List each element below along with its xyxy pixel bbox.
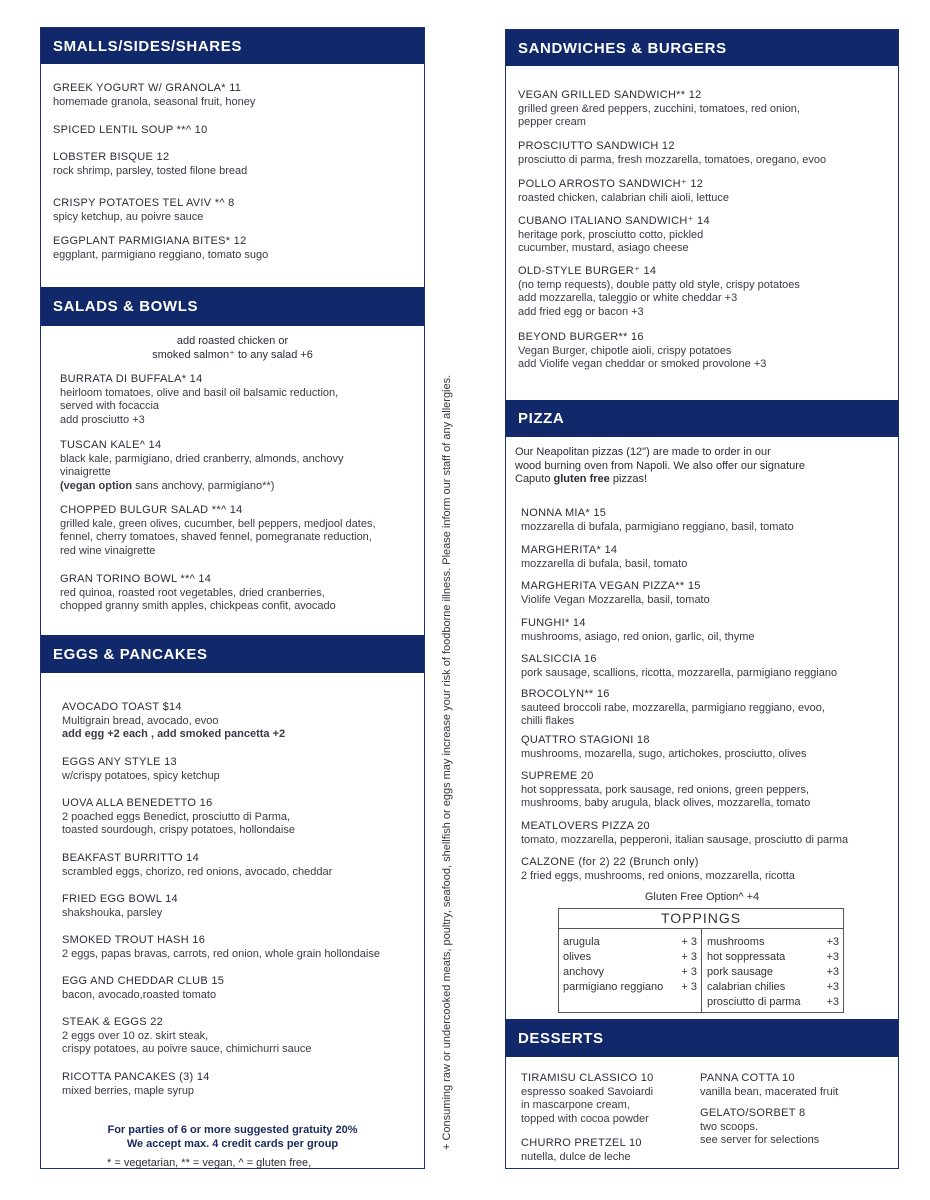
intro-line: wood burning oven from Napoli. We also offer our signature [515, 459, 806, 472]
item-name: GELATO/SORBET 8 [700, 1107, 806, 1119]
item-description: cucumber, mustard, asiago cheese [518, 242, 689, 254]
item-description: tomato, mozzarella, pepperoni, italian sausage, prosciutto di parma [521, 833, 849, 846]
menu-item [518, 265, 800, 319]
intro-text: Caputo [515, 473, 554, 485]
item-description: chopped granny smith apples, chickpeas confit, avocado [60, 600, 336, 612]
menu-item [53, 197, 235, 224]
topping-name: pork sausage [707, 966, 774, 978]
menu-item [62, 1016, 311, 1057]
menu-item [518, 178, 729, 205]
item-name: TIRAMISU CLASSICO 10 [521, 1072, 654, 1084]
item-name: QUATTRO STAGIONI 18 [521, 734, 650, 746]
item-name: PANNA COTTA 10 [700, 1072, 795, 1084]
item-description: espresso soaked Savoiardi [521, 1085, 654, 1098]
item-description: Multigrain bread, avocado, evoo [62, 714, 219, 727]
item-addon: add egg +2 each , add smoked pancetta +2 [62, 728, 286, 740]
note-line: add roasted chicken or [176, 335, 289, 347]
topping-price: + 3 [681, 936, 697, 948]
item-name: MARGHERITA VEGAN PIZZA** 15 [521, 580, 701, 592]
item-description: prosciutto di parma, fresh mozzarella, tomatoes, oregano, evoo [518, 153, 827, 166]
item-description: roasted chicken, calabrian chili aioli, lettuce [518, 191, 729, 204]
menu-item [518, 140, 826, 167]
item-description: (no temp requests), double patty old style, crispy potatoes [518, 278, 800, 291]
note-line: smoked salmon⁺ to any salad +6 [152, 348, 313, 361]
item-description: served with focaccia [60, 400, 160, 412]
item-description: black kale, parmigiano, dried cranberry, almonds, anchovy [60, 452, 344, 465]
item-name: GREEK YOGURT W/ GRANOLA* 11 [53, 82, 242, 94]
section-header-sandwiches: SANDWICHES & BURGERS [506, 30, 898, 66]
topping-row [707, 950, 839, 965]
item-name: SALSICCIA 16 [521, 653, 597, 665]
item-name: BURRATA DI BUFFALA* 14 [60, 373, 203, 385]
menu-item [518, 331, 766, 372]
menu-item [521, 653, 837, 680]
item-description: shakshouka, parsley [62, 906, 163, 919]
menu-item [53, 82, 255, 109]
menu-item [521, 617, 755, 644]
item-name: NONNA MIA* 15 [521, 507, 607, 519]
topping-name: mushrooms [707, 936, 765, 948]
menu-item [62, 893, 178, 920]
food-safety-disclaimer: + Consuming raw or undercooked meats, poultry, seafood, shellfish or eggs may increase your risk of foodborne illness. Please inform our staff of any allergies. [441, 374, 453, 1150]
item-name: POLLO ARROSTO SANDWICH⁺ 12 [518, 178, 704, 190]
menu-item [62, 852, 332, 879]
gluten-free-label: gluten free [553, 473, 610, 485]
item-description: red quinoa, roasted root vegetables, dried cranberries, [60, 586, 325, 599]
menu-item [60, 573, 336, 614]
item-name: SPICED LENTIL SOUP **^ 10 [53, 124, 208, 136]
toppings-table [558, 908, 844, 1013]
item-description: add fried egg or bacon +3 [518, 305, 644, 318]
toppings-title: TOPPINGS [559, 909, 843, 929]
menu-item [53, 235, 268, 262]
item-description: two scoops. [700, 1120, 759, 1133]
menu-item [62, 1071, 210, 1098]
item-name: OLD-STYLE BURGER⁺ 14 [518, 265, 657, 277]
intro-text: pizzas! [609, 473, 648, 485]
section-header-salads: SALADS & BOWLS [41, 287, 424, 326]
item-description: topped with cocoa powder [521, 1112, 649, 1125]
item-name: CRISPY POTATOES TEL AVIV *^ 8 [53, 197, 235, 209]
item-name: VEGAN GRILLED SANDWICH** 12 [518, 89, 702, 101]
item-description: toasted sourdough, crispy potatoes, hollondaise [62, 824, 295, 836]
topping-name: prosciutto di parma [707, 996, 801, 1008]
menu-item [521, 544, 687, 571]
item-description: vanilla bean, macerated fruit [700, 1085, 839, 1098]
item-description [60, 480, 344, 494]
item-description: vinaigrette [60, 466, 111, 478]
topping-name: anchovy [563, 966, 604, 978]
menu-item [62, 756, 220, 783]
item-description: Vegan Burger, chipotle aioli, crispy potatoes [518, 344, 732, 357]
item-description: crispy potatoes, au poivre sauce, chimichurri sauce [62, 1043, 312, 1055]
right-menu-column [505, 29, 899, 1169]
item-description: mixed berries, maple syrup [62, 1084, 195, 1097]
salad-add-note [41, 335, 424, 362]
item-name: BEYOND BURGER** 16 [518, 331, 644, 343]
intro-line [515, 473, 805, 487]
section-header-pizza: PIZZA [506, 400, 898, 437]
item-name: TUSCAN KALE^ 14 [60, 439, 162, 451]
gluten-free-option: Gluten Free Option^ +4 [644, 891, 760, 903]
item-description: rock shrimp, parsley, tosted filone bread [53, 164, 248, 177]
note-line: For parties of 6 or more suggested gratuity 20% [107, 1124, 358, 1136]
item-description: mushrooms, baby arugula, black olives, mozzarella, tomato [521, 797, 811, 809]
item-description: 2 fried eggs, mushrooms, red onions, mozzarella, ricotta [521, 869, 795, 882]
item-description: sauteed broccoli rabe, mozzarella, parmigiano reggiano, evoo, [521, 701, 825, 714]
menu-item [53, 151, 247, 178]
topping-name: parmigiano reggiano [563, 981, 664, 993]
item-description: grilled kale, green olives, cucumber, bell peppers, medjool dates, [60, 517, 376, 530]
topping-price: +3 [826, 996, 839, 1008]
menu-item [60, 373, 338, 427]
topping-row [563, 965, 697, 980]
item-description: chilli flakes [521, 715, 575, 727]
item-name: EGGS ANY STYLE 13 [62, 756, 177, 768]
topping-price: + 3 [681, 951, 697, 963]
item-description: in mascarpone cream, [521, 1099, 630, 1111]
topping-row [707, 935, 839, 950]
menu-item [60, 504, 376, 558]
menu-item [521, 820, 848, 847]
item-description: pork sausage, scallions, ricotta, mozzarella, parmigiano reggiano [521, 666, 838, 679]
menu-item [700, 1072, 838, 1099]
vegan-option-text: sans anchovy, parmigiano**) [132, 479, 275, 492]
item-name: FRIED EGG BOWL 14 [62, 893, 178, 905]
item-description: bacon, avocado,roasted tomato [62, 988, 217, 1001]
item-name: GRAN TORINO BOWL **^ 14 [60, 573, 212, 585]
item-description: hot soppressata, pork sausage, red onions, green peppers, [521, 783, 810, 796]
item-description: scrambled eggs, chorizo, red onions, avocado, cheddar [62, 865, 333, 878]
topping-name: hot soppressata [707, 951, 786, 963]
menu-item [518, 89, 800, 130]
topping-row [707, 965, 839, 980]
item-description: mozzarella di bufala, parmigiano reggiano, basil, tomato [521, 520, 794, 533]
topping-price: +3 [826, 981, 839, 993]
item-name: CHURRO PRETZEL 10 [521, 1137, 642, 1149]
item-description: grilled green &red peppers, zucchini, tomatoes, red onion, [518, 102, 800, 115]
intro-line: Our Neapolitan pizzas (12") are made to order in our [515, 446, 771, 458]
item-description: add Violife vegan cheddar or smoked provolone +3 [518, 358, 767, 370]
item-name: MARGHERITA* 14 [521, 544, 618, 556]
left-menu-column [40, 27, 425, 1169]
item-name: CALZONE (for 2) 22 (Brunch only) [521, 856, 699, 868]
item-name: RICOTTA PANCAKES (3) 14 [62, 1071, 210, 1083]
item-name: STEAK & EGGS 22 [62, 1016, 164, 1028]
item-name: AVOCADO TOAST $14 [62, 701, 182, 713]
topping-price: +3 [826, 966, 839, 978]
item-name: EGG AND CHEDDAR CLUB 15 [62, 975, 225, 987]
topping-row [563, 950, 697, 965]
menu-item [62, 934, 380, 961]
item-name: PROSCIUTTO SANDWICH 12 [518, 140, 675, 152]
item-description: mushrooms, mozarella, sugo, artichokes, prosciutto, olives [521, 747, 807, 760]
menu-item [521, 856, 795, 883]
menu-item [700, 1107, 819, 1148]
item-description: mozzarella di bufala, basil, tomato [521, 557, 688, 570]
menu-item [521, 1137, 642, 1164]
toppings-divider [701, 928, 702, 1012]
menu-item [521, 580, 710, 607]
item-name: FUNGHI* 14 [521, 617, 586, 629]
item-description: 2 eggs over 10 oz. skirt steak, [62, 1029, 209, 1042]
item-name: BROCOLYN** 16 [521, 688, 610, 700]
topping-row [563, 935, 697, 950]
topping-name: calabrian chilies [707, 981, 786, 993]
item-description: add mozzarella, taleggio or white cheddar +3 [518, 292, 738, 304]
topping-price: + 3 [681, 981, 697, 993]
topping-price: +3 [826, 951, 839, 963]
item-description: homemade granola, seasonal fruit, honey [53, 95, 256, 108]
item-name: EGGPLANT PARMIGIANA BITES* 12 [53, 235, 247, 247]
menu-item [521, 507, 794, 534]
item-name: LOBSTER BISQUE 12 [53, 151, 170, 163]
menu-item [518, 215, 710, 256]
item-name: CUBANO ITALIANO SANDWICH⁺ 14 [518, 215, 710, 227]
section-header-desserts: DESSERTS [506, 1019, 898, 1057]
item-name: MEATLOVERS PIZZA 20 [521, 820, 650, 832]
legend-note: * = vegetarian, ** = vegan, ^ = gluten free, [107, 1157, 312, 1169]
section-header-smalls: SMALLS/SIDES/SHARES [41, 28, 424, 64]
menu-item [53, 124, 208, 138]
item-description: spicy ketchup, au poivre sauce [53, 210, 204, 223]
note-line: We accept max. 4 credit cards per group [126, 1137, 339, 1150]
topping-name: olives [563, 951, 592, 963]
menu-item [62, 701, 285, 742]
item-name: SUPREME 20 [521, 770, 594, 782]
vegan-option-label: (vegan option [60, 479, 133, 492]
menu-item [62, 975, 224, 1002]
item-description: w/crispy potatoes, spicy ketchup [62, 769, 220, 782]
menu-item [521, 1072, 654, 1126]
item-name: BEAKFAST BURRITTO 14 [62, 852, 200, 864]
item-description: fennel, cherry tomatoes, shaved fennel, pomegranate reduction, [60, 531, 372, 543]
item-name: UOVA ALLA BENEDETTO 16 [62, 797, 213, 809]
item-description: 2 eggs, papas bravas, carrots, red onion, whole grain hollondaise [62, 947, 380, 960]
topping-price: +3 [826, 936, 839, 948]
topping-row [563, 980, 697, 995]
item-description: add prosciutto +3 [60, 413, 145, 426]
section-header-eggs: EGGS & PANCAKES [41, 635, 424, 673]
item-description: heritage pork, prosciutto cotto, pickled [518, 228, 704, 241]
item-description: Violife Vegan Mozzarella, basil, tomato [521, 593, 710, 606]
menu-item [521, 688, 825, 729]
item-description: red wine vinaigrette [60, 544, 156, 557]
item-name: CHOPPED BULGUR SALAD **^ 14 [60, 504, 243, 516]
item-description: heirloom tomatoes, olive and basil oil balsamic reduction, [60, 386, 339, 399]
item-description: eggplant, parmigiano reggiano, tomato sugo [53, 248, 269, 261]
item-description: 2 poached eggs Benedict, prosciutto di Parma, [62, 810, 291, 823]
topping-row [707, 980, 839, 995]
item-description: nutella, dulce de leche [521, 1150, 631, 1163]
topping-row [707, 995, 839, 1010]
item-description: pepper cream [518, 116, 586, 128]
gratuity-note [41, 1124, 424, 1151]
menu-item [60, 439, 344, 493]
menu-item [521, 734, 807, 761]
menu-item [521, 770, 810, 811]
menu-item [62, 797, 295, 838]
topping-price: + 3 [681, 966, 697, 978]
item-description: mushrooms, asiago, red onion, garlic, oil, thyme [521, 630, 755, 643]
item-name: SMOKED TROUT HASH 16 [62, 934, 206, 946]
topping-name: arugula [563, 936, 600, 948]
pizza-intro [515, 446, 805, 487]
item-description: see server for selections [700, 1134, 820, 1146]
